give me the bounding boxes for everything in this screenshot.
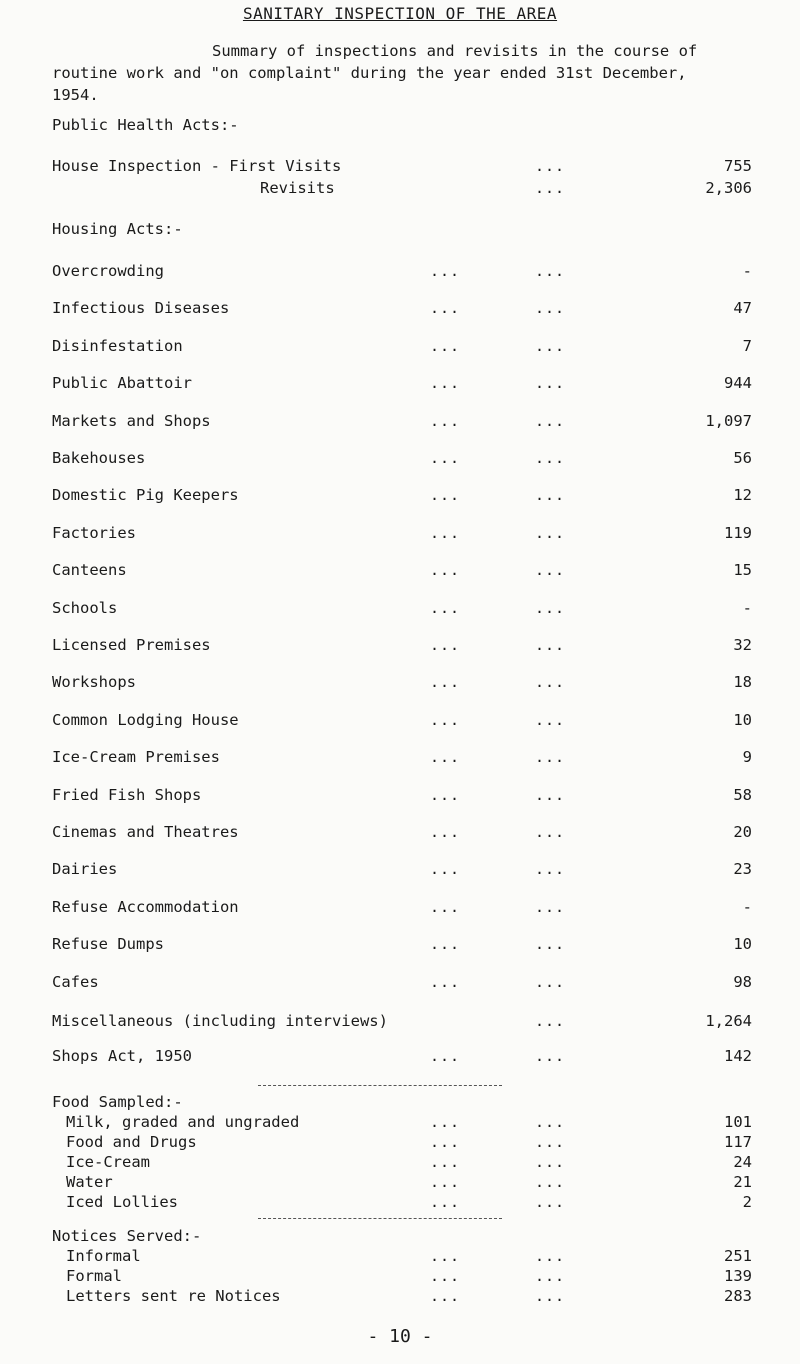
- food-item-label: Milk, graded and ungraded: [66, 1113, 300, 1131]
- page-title: SANITARY INSPECTION OF THE AREA: [242, 4, 558, 23]
- leader-dots: ...: [535, 1247, 566, 1265]
- leader-dots: ...: [535, 1287, 566, 1305]
- public-health-heading: Public Health Acts:-: [52, 116, 239, 134]
- leader-dots: ...: [535, 673, 566, 692]
- leader-dots: ...: [535, 636, 566, 654]
- leader-dots: ...: [430, 523, 461, 542]
- leader-dots: ...: [430, 860, 461, 879]
- food-sampled-heading: Food Sampled:-: [52, 1093, 183, 1111]
- leader-dots: ...: [535, 1267, 566, 1285]
- leader-dots: ...: [430, 972, 461, 991]
- leader-dots: ...: [535, 486, 566, 505]
- housing-item-value: -: [742, 262, 752, 280]
- housing-item-value: 18: [733, 673, 752, 692]
- leader-dots: ...: [430, 673, 461, 692]
- food-item-value: 117: [724, 1133, 752, 1151]
- notices-item-label: Formal: [66, 1267, 122, 1285]
- leader-dots: ...: [535, 561, 566, 580]
- leader-dots: ...: [535, 1153, 566, 1171]
- food-item-label: Ice-Cream: [66, 1153, 150, 1171]
- housing-item-value: 12: [733, 486, 752, 505]
- housing-item-label: Markets and Shops: [52, 411, 211, 430]
- miscellaneous-label: Miscellaneous (including interviews): [52, 1012, 388, 1030]
- housing-item-value: 10: [733, 710, 752, 729]
- leader-dots: ...: [430, 299, 461, 318]
- leader-dots: ...: [430, 598, 461, 617]
- leader-dots: ...: [535, 935, 566, 954]
- leader-dots: ...: [535, 411, 566, 430]
- page-number: - 10 -: [367, 1326, 433, 1347]
- housing-item-value: 32: [733, 636, 752, 654]
- leader-dots: ...: [430, 1247, 461, 1265]
- housing-item-value: -: [742, 897, 752, 916]
- housing-heading: Housing Acts:-: [52, 220, 183, 238]
- leader-dots: ...: [430, 336, 461, 355]
- notices-item-value: 251: [724, 1247, 752, 1265]
- housing-item-label: Cafes: [52, 972, 99, 991]
- leader-dots: ...: [430, 935, 461, 954]
- housing-item-label: Common Lodging House: [52, 710, 239, 729]
- notices-item-label: Informal: [66, 1247, 141, 1265]
- food-item-value: 21: [733, 1173, 752, 1191]
- leader-dots: ...: [535, 1133, 566, 1151]
- revisits-value: 2,306: [705, 179, 752, 197]
- miscellaneous-value: 1,264: [705, 1012, 752, 1030]
- leader-dots: ...: [535, 897, 566, 916]
- housing-item-label: Disinfestation: [52, 336, 183, 355]
- leader-dots: ...: [535, 523, 566, 542]
- leader-dots: ...: [535, 374, 566, 393]
- housing-item-value: 9: [742, 748, 752, 767]
- divider: [258, 1085, 502, 1086]
- leader-dots: ...: [535, 1113, 566, 1131]
- leader-dots: ...: [430, 748, 461, 767]
- housing-item-value: 58: [733, 785, 752, 804]
- housing-item-label: Workshops: [52, 673, 136, 692]
- leader-dots: ...: [430, 1153, 461, 1171]
- food-item-value: 2: [742, 1193, 752, 1211]
- leader-dots: ...: [535, 1047, 566, 1065]
- housing-item-label: Domestic Pig Keepers: [52, 486, 239, 505]
- leader-dots: ...: [535, 262, 566, 280]
- leader-dots: ...: [535, 785, 566, 804]
- leader-dots: ...: [535, 157, 566, 175]
- intro-line-3: 1954.: [52, 86, 99, 104]
- intro-paragraph: [52, 40, 697, 106]
- leader-dots: ...: [430, 897, 461, 916]
- leader-dots: ...: [535, 336, 566, 355]
- leader-dots: ...: [535, 972, 566, 991]
- housing-item-label: Licensed Premises: [52, 636, 211, 654]
- shops-act-label: Shops Act, 1950: [52, 1047, 192, 1065]
- leader-dots: ...: [430, 636, 461, 654]
- housing-item-value: 23: [733, 860, 752, 879]
- intro-line-2: routine work and "on complaint" during the year ended 31st December,: [52, 64, 687, 82]
- intro-line-1: Summary of inspections and revisits in the course of: [212, 42, 698, 60]
- food-item-label: Iced Lollies: [66, 1193, 178, 1211]
- leader-dots: ...: [430, 262, 461, 280]
- leader-dots: ...: [430, 374, 461, 393]
- leader-dots: ...: [430, 1193, 461, 1211]
- food-item-label: Water: [66, 1173, 113, 1191]
- food-item-value: 24: [733, 1153, 752, 1171]
- housing-item-value: 7: [742, 336, 752, 355]
- leader-dots: ...: [535, 823, 566, 841]
- leader-dots: ...: [430, 449, 461, 467]
- leader-dots: ...: [430, 486, 461, 505]
- notices-item-label: Letters sent re Notices: [66, 1287, 281, 1305]
- leader-dots: ...: [430, 785, 461, 804]
- leader-dots: ...: [535, 299, 566, 318]
- housing-item-label: Cinemas and Theatres: [52, 823, 239, 841]
- house-inspection-label: House Inspection - First Visits: [52, 157, 342, 175]
- housing-item-value: 1,097: [705, 411, 752, 430]
- housing-item-label: Factories: [52, 523, 136, 542]
- housing-item-value: 56: [733, 449, 752, 467]
- leader-dots: ...: [535, 449, 566, 467]
- housing-item-label: Ice-Cream Premises: [52, 748, 220, 767]
- housing-item-value: 47: [733, 299, 752, 318]
- housing-item-label: Refuse Accommodation: [52, 897, 239, 916]
- leader-dots: ...: [535, 748, 566, 767]
- notices-item-value: 139: [724, 1267, 752, 1285]
- housing-item-label: Fried Fish Shops: [52, 785, 202, 804]
- notices-served-heading: Notices Served:-: [52, 1227, 202, 1245]
- leader-dots: ...: [430, 1133, 461, 1151]
- leader-dots: ...: [535, 598, 566, 617]
- housing-item-value: 10: [733, 935, 752, 954]
- leader-dots: ...: [430, 1173, 461, 1191]
- leader-dots: ...: [430, 1113, 461, 1131]
- housing-item-label: Public Abattoir: [52, 374, 192, 393]
- shops-act-value: 142: [724, 1047, 752, 1065]
- leader-dots: ...: [430, 561, 461, 580]
- leader-dots: ...: [430, 823, 461, 841]
- leader-dots: ...: [535, 1193, 566, 1211]
- leader-dots: ...: [535, 1012, 566, 1030]
- leader-dots: ...: [535, 710, 566, 729]
- divider: [258, 1218, 502, 1219]
- leader-dots: ...: [430, 1047, 461, 1065]
- leader-dots: ...: [430, 411, 461, 430]
- housing-item-value: 119: [724, 523, 752, 542]
- food-item-value: 101: [724, 1113, 752, 1131]
- housing-item-value: -: [742, 598, 752, 617]
- housing-item-label: Bakehouses: [52, 449, 146, 467]
- leader-dots: ...: [430, 710, 461, 729]
- food-item-label: Food and Drugs: [66, 1133, 197, 1151]
- leader-dots: ...: [535, 1173, 566, 1191]
- leader-dots: ...: [535, 860, 566, 879]
- housing-item-value: 944: [724, 374, 752, 393]
- revisits-label: Revisits: [260, 179, 335, 197]
- first-visits-value: 755: [724, 157, 752, 175]
- housing-item-label: Overcrowding: [52, 262, 164, 280]
- leader-dots: ...: [535, 179, 566, 197]
- housing-item-value: 15: [733, 561, 752, 580]
- housing-item-label: Canteens: [52, 561, 127, 580]
- notices-item-value: 283: [724, 1287, 752, 1305]
- housing-item-value: 20: [733, 823, 752, 841]
- housing-item-label: Refuse Dumps: [52, 935, 164, 954]
- housing-item-label: Dairies: [52, 860, 118, 879]
- leader-dots: ...: [430, 1267, 461, 1285]
- leader-dots: ...: [430, 1287, 461, 1305]
- housing-item-value: 98: [733, 972, 752, 991]
- housing-item-label: Schools: [52, 598, 118, 617]
- housing-item-label: Infectious Diseases: [52, 299, 230, 318]
